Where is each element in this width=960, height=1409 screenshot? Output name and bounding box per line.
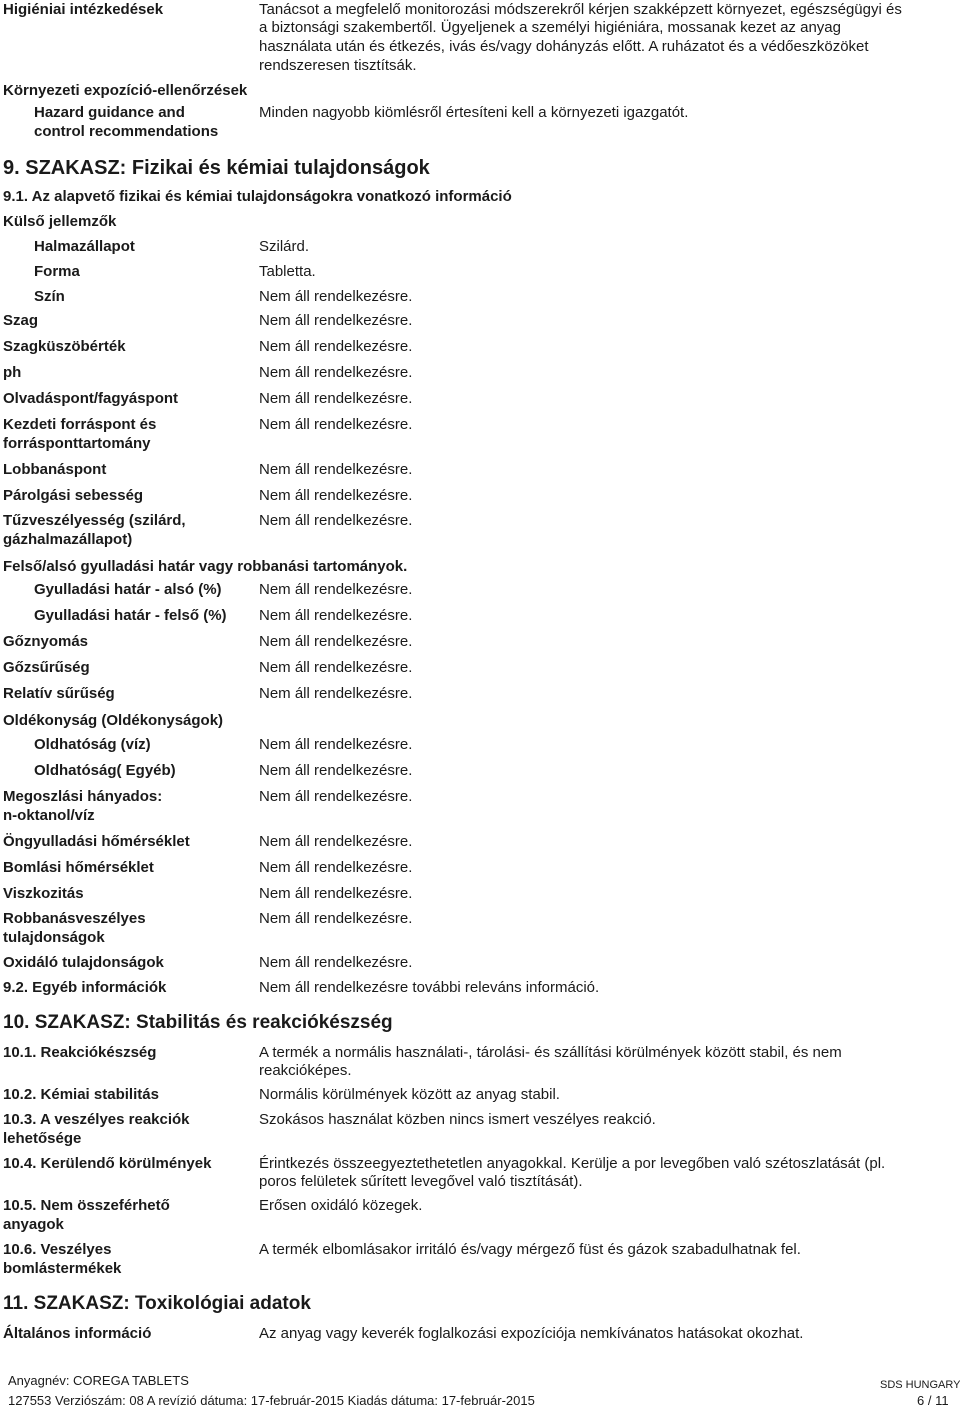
flammability-label-2: gázhalmazállapot): [3, 531, 133, 548]
viscosity-value: Nem áll rendelkezésre.: [259, 885, 413, 902]
autoignition-label: Öngyulladási hőmérséklet: [3, 833, 190, 850]
reactivity-value-2: reakcióképes.: [259, 1062, 352, 1079]
solubility-other-value: Nem áll rendelkezésre.: [259, 762, 413, 779]
color-value: Nem áll rendelkezésre.: [259, 288, 413, 305]
decomposition-products-label-1: 10.6. Veszélyes: [3, 1241, 112, 1258]
section-9-title: 9. SZAKASZ: Fizikai és kémiai tulajdonságok: [3, 157, 430, 179]
stability-value: Normális körülmények között az anyag stabil.: [259, 1086, 560, 1103]
section-9-2-value: Nem áll rendelkezésre további releváns információ.: [259, 979, 600, 996]
form-value: Tabletta.: [259, 263, 316, 280]
autoignition-value: Nem áll rendelkezésre.: [259, 833, 413, 850]
solubility-water-value: Nem áll rendelkezésre.: [259, 736, 413, 753]
boiling-label-2: forrásponttartomány: [3, 435, 151, 452]
general-info-label: Általános információ: [3, 1325, 152, 1342]
vapor-density-value: Nem áll rendelkezésre.: [259, 659, 413, 676]
vapor-pressure-value: Nem áll rendelkezésre.: [259, 633, 413, 650]
odor-label: Szag: [3, 312, 39, 329]
odor-value: Nem áll rendelkezésre.: [259, 312, 413, 329]
hazardous-reactions-label-1: 10.3. A veszélyes reakciók: [3, 1111, 190, 1128]
stability-label: 10.2. Kémiai stabilitás: [3, 1086, 159, 1103]
partition-label-2: n-oktanol/víz: [3, 807, 95, 824]
hygiene-line-3: használata után és étkezés, ivás és/vagy dohányzás előtt. A ruházatot és a védőeszközöket: [259, 38, 869, 55]
decomposition-label: Bomlási hőmérséklet: [3, 859, 154, 876]
footer-product: Anyagnév: COREGA TABLETS: [8, 1373, 189, 1388]
solubility-other-label: Oldhatóság( Egyéb): [34, 762, 176, 779]
incompatible-value: Erősen oxidáló közegek.: [259, 1197, 423, 1214]
hazard-guidance-value: Minden nagyobb kiömlésről értesíteni kell a környezeti igazgatót.: [259, 104, 689, 121]
flammability-label-1: Tűzveszélyesség (szilárd,: [3, 512, 186, 529]
footer-meta: 127553 Verziószám: 08 A revízió dátuma: 17-február-2015 Kiadás dátuma: 17-február-2015: [8, 1393, 535, 1408]
conditions-avoid-value-2: poros felületek sűrített levegővel való tisztítását).: [259, 1173, 583, 1190]
state-label: Halmazállapot: [34, 238, 135, 255]
explosive-props-value: Nem áll rendelkezésre.: [259, 910, 413, 927]
hygiene-line-4: rendszeresen tisztítsák.: [259, 57, 417, 74]
general-info-value: Az anyag vagy keverék foglalkozási expozíciója nemkívánatos hatásokat okozhat.: [259, 1325, 804, 1342]
reactivity-value-1: A termék a normális használati-, tárolási- és szállítási körülmények között stabil, és nem: [259, 1044, 842, 1061]
incompatible-label-1: 10.5. Nem összeférhető: [3, 1197, 170, 1214]
hazard-guidance-label-1: Hazard guidance and: [34, 104, 185, 121]
decomposition-value: Nem áll rendelkezésre.: [259, 859, 413, 876]
odor-threshold-value: Nem áll rendelkezésre.: [259, 338, 413, 355]
evaporation-label: Párolgási sebesség: [3, 487, 144, 504]
melting-label: Olvadáspont/fagyáspont: [3, 390, 179, 407]
hazard-guidance-label-2: control recommendations: [34, 123, 219, 140]
melting-value: Nem áll rendelkezésre.: [259, 390, 413, 407]
lower-limit-value: Nem áll rendelkezésre.: [259, 581, 413, 598]
explosive-props-label-2: tulajdonságok: [3, 929, 105, 946]
viscosity-label: Viszkozitás: [3, 885, 84, 902]
vapor-density-label: Gőzsűrűség: [3, 659, 90, 676]
upper-limit-label: Gyulladási határ - felső (%): [34, 607, 227, 624]
vapor-pressure-label: Gőznyomás: [3, 633, 89, 650]
hazardous-reactions-label-2: lehetősége: [3, 1130, 82, 1147]
lower-limit-label: Gyulladási határ - alsó (%): [34, 581, 222, 598]
ph-value: Nem áll rendelkezésre.: [259, 364, 413, 381]
state-value: Szilárd.: [259, 238, 310, 255]
section-10-title: 10. SZAKASZ: Stabilitás és reakciókészség: [3, 1012, 393, 1033]
footer-sds: SDS HUNGARY: [880, 1379, 960, 1391]
partition-label-1: Megoszlási hányados:: [3, 788, 163, 805]
flammability-value: Nem áll rendelkezésre.: [259, 512, 413, 529]
section-9-2-label: 9.2. Egyéb információk: [3, 979, 167, 996]
partition-value: Nem áll rendelkezésre.: [259, 788, 413, 805]
solubility-heading: Oldékonyság (Oldékonyságok): [3, 712, 224, 729]
flash-label: Lobbanáspont: [3, 461, 107, 478]
hygiene-line-2: a biztonsági szakembertől. Ügyeljenek a személyi higiéniára, mossanak kezet az anyag: [259, 19, 841, 36]
color-label: Szín: [34, 288, 65, 305]
odor-threshold-label: Szagküszöbérték: [3, 338, 126, 355]
incompatible-label-2: anyagok: [3, 1216, 64, 1233]
oxidizing-value: Nem áll rendelkezésre.: [259, 954, 413, 971]
upper-limit-value: Nem áll rendelkezésre.: [259, 607, 413, 624]
external-heading: Külső jellemzők: [3, 213, 117, 230]
conditions-avoid-value-1: Érintkezés összeegyeztethetetlen anyagokkal. Kerülje a por levegőben való szétoszlatását (pl.: [259, 1155, 886, 1172]
hygiene-label: Higiéniai intézkedések: [3, 1, 164, 18]
conditions-avoid-label: 10.4. Kerülendő körülmények: [3, 1155, 212, 1172]
decomposition-products-value: A termék elbomlásakor irritáló és/vagy mérgező füst és gázok szabadulhatnak fel.: [259, 1241, 801, 1258]
decomposition-products-label-2: bomlástermékek: [3, 1260, 122, 1277]
ph-label: ph: [3, 364, 22, 381]
footer-page-number: 6 / 11: [917, 1393, 949, 1408]
section-11-title: 11. SZAKASZ: Toxikológiai adatok: [3, 1293, 311, 1314]
flash-value: Nem áll rendelkezésre.: [259, 461, 413, 478]
oxidizing-label: Oxidáló tulajdonságok: [3, 954, 164, 971]
solubility-water-label: Oldhatóság (víz): [34, 736, 151, 753]
explosive-limits-heading: Felső/alsó gyulladási határ vagy robbanási tartományok.: [3, 558, 408, 575]
reactivity-label: 10.1. Reakciókészség: [3, 1044, 157, 1061]
relative-density-value: Nem áll rendelkezésre.: [259, 685, 413, 702]
evaporation-value: Nem áll rendelkezésre.: [259, 487, 413, 504]
boiling-value: Nem áll rendelkezésre.: [259, 416, 413, 433]
relative-density-label: Relatív sűrűség: [3, 685, 115, 702]
boiling-label-1: Kezdeti forráspont és: [3, 416, 157, 433]
hygiene-line-1: Tanácsot a megfelelő monitorozási módszerekről kérjen szakképzett környezet, egészségügyi és: [259, 1, 902, 18]
hazardous-reactions-value: Szokásos használat közben nincs ismert veszélyes reakció.: [259, 1111, 656, 1128]
explosive-props-label-1: Robbanásveszélyes: [3, 910, 146, 927]
section-9-1-heading: 9.1. Az alapvető fizikai és kémiai tulajdonságokra vonatkozó információ: [3, 188, 512, 205]
form-label: Forma: [34, 263, 80, 280]
env-exposure-heading: Környezeti expozíció-ellenőrzések: [3, 82, 248, 99]
